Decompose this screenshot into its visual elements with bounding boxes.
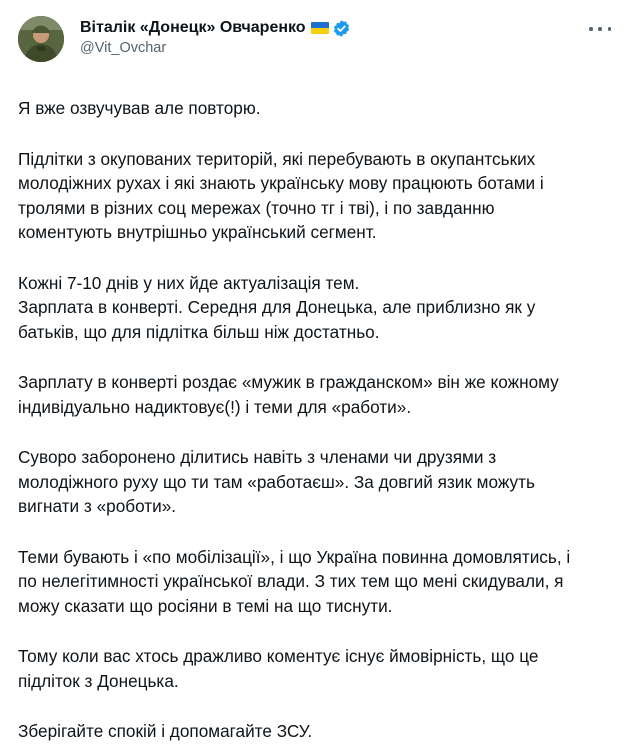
tweet-paragraph: Тому коли вас хтось дражливо коментує існує ймовірність, що це підліток з Донецька. <box>18 646 539 691</box>
tweet-text <box>18 96 609 744</box>
avatar[interactable] <box>18 16 64 62</box>
tweet-paragraph: Суворо заборонено ділитись навіть з членами чи друзями з молодіжного руху що ти там «работаєш». За довгий язик можуть вигнати з «роботи». <box>18 447 535 516</box>
author-identity <box>80 17 351 56</box>
ukraine-flag-icon <box>311 22 329 34</box>
tweet-header <box>18 14 609 72</box>
tweet-paragraph: Підлітки з окупованих територій, які перебувають в окупантських молодіжних рухах і які знають українську мову працюють ботами і тролями в різних соц мережах (точно тг і тві), і по завданню коментують внутрішньо український сегмент. <box>18 148 544 242</box>
author-handle[interactable]: @Vit_Ovchar <box>80 40 167 56</box>
tweet-paragraph: Зберігайте спокій і допомагайте ЗСУ. <box>18 721 313 741</box>
more-dot <box>589 27 593 31</box>
avatar-photo <box>18 16 64 62</box>
verified-badge-icon <box>332 19 351 38</box>
tweet-paragraph: Зарплату в конверті роздає «мужик в гражданском» він же кожному індивідуально надиктовує(!) і теми для «работи». <box>18 372 559 417</box>
more-options-icon[interactable] <box>589 24 611 34</box>
tweet-paragraph: Теми бувають і «по мобілізації», і що Україна повинна домовлятись, і по нелегітимності української влади. З тих тем що мені скидували, я можу сказати що росіяни в темі на що тиснути. <box>18 546 571 616</box>
name-row <box>80 17 351 39</box>
tweet-paragraph: Кожні 7-10 днів у них йде актуалізація тем. Зарплата в конверті. Середня для Донецька, але приблизно як у батьків, що для підлітка більш ніж достатньо. <box>18 272 536 342</box>
more-dot <box>608 27 612 31</box>
tweet-paragraph: Я вже озвучував але повторю. <box>18 98 261 118</box>
more-dot <box>598 27 602 31</box>
author-display-name[interactable]: Віталік «Донецк» Овчаренко <box>80 19 306 36</box>
